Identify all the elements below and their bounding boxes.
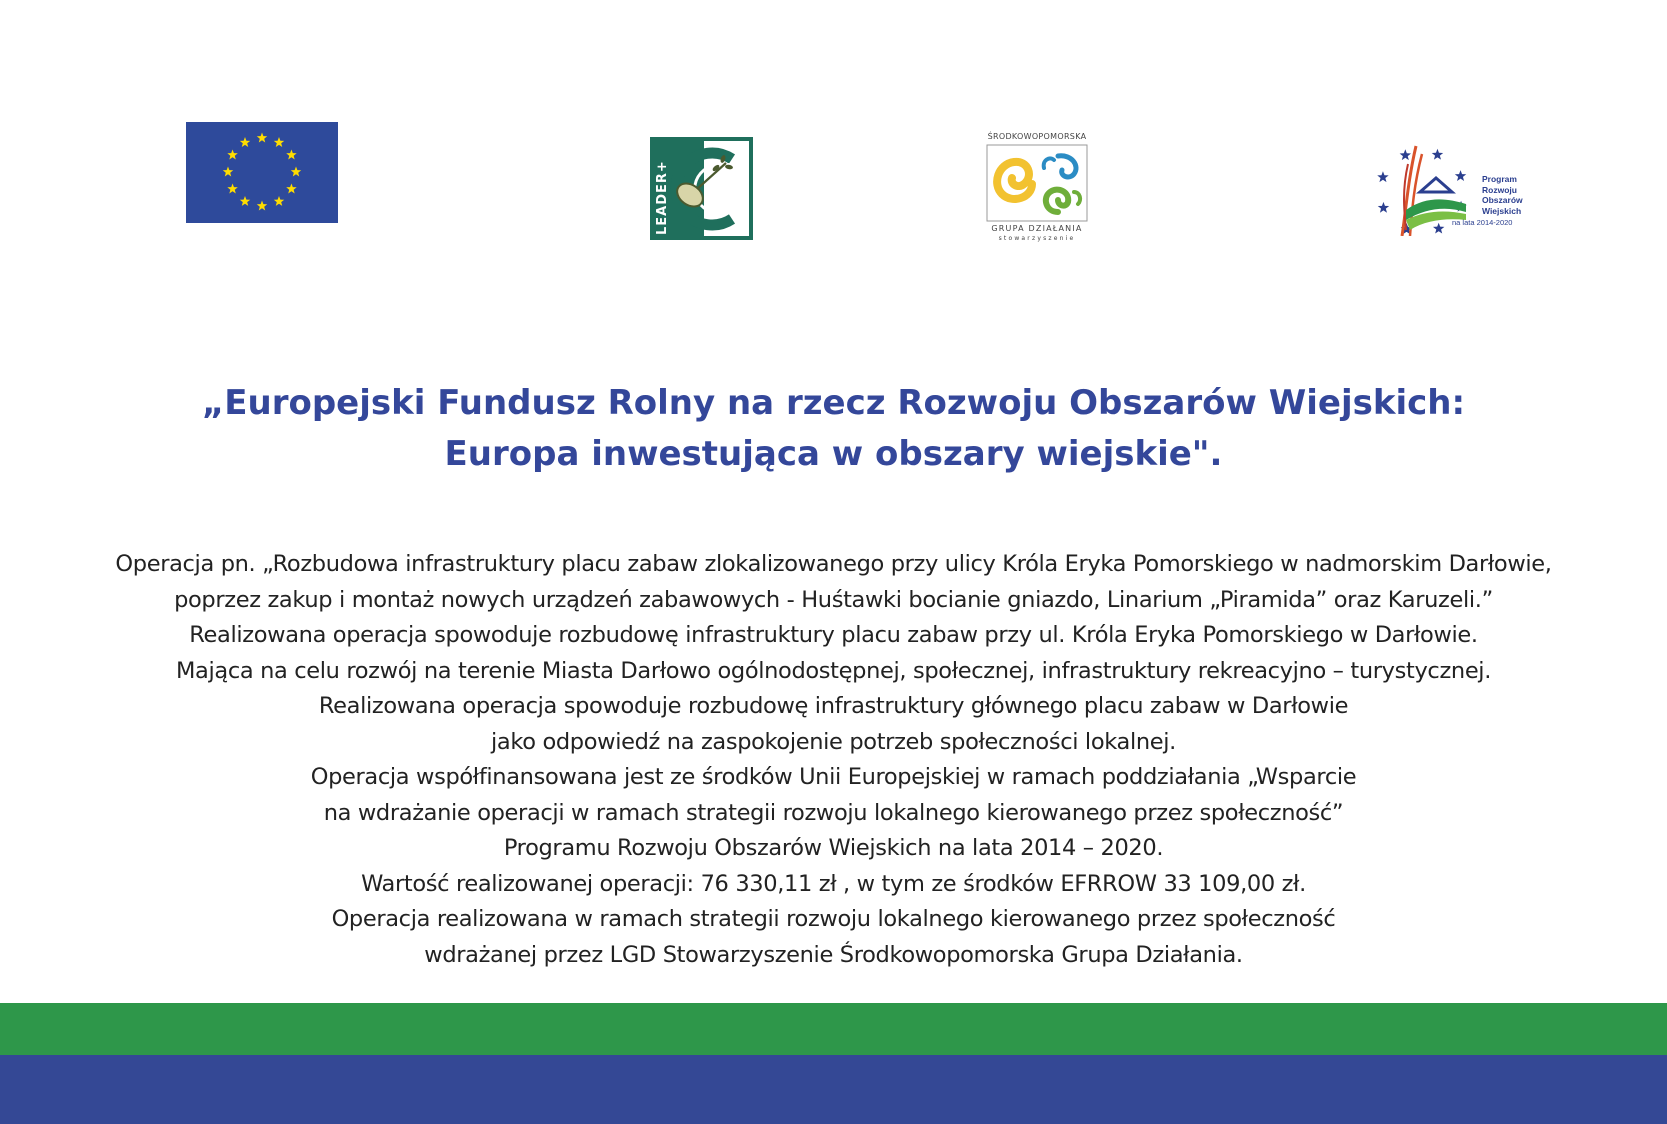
eu-stars-icon xyxy=(186,122,338,223)
sgd-logo-sub-text: stowarzyszenie xyxy=(998,235,1076,242)
eu-star-icon xyxy=(286,184,296,194)
leader-logo-text: LEADER+ xyxy=(655,160,670,235)
body-line: Realizowana operacja spowoduje rozbudowę infrastruktury głównego placu zabaw w Darłowie xyxy=(318,693,1349,719)
footer-green-band xyxy=(0,1003,1667,1055)
eu-star-icon xyxy=(227,150,237,160)
body-line: Realizowana operacja spowoduje rozbudowę infrastruktury placu zabaw przy ul. Króla Eryka Pomorskiego w Darłowie. xyxy=(189,622,1478,648)
sgd-logo-bottom-text: GRUPA DZIAŁANIA xyxy=(991,224,1083,233)
prow-star-icon xyxy=(1433,223,1444,234)
sgd-logo-top-text: ŚRODKOWOPOMORSKA xyxy=(987,132,1087,141)
prow-years-text: na lata 2014-2020 xyxy=(1452,218,1513,227)
eu-star-icon xyxy=(291,167,301,177)
leader-logo xyxy=(650,137,753,240)
prow-star-icon xyxy=(1377,171,1388,182)
eu-star-icon xyxy=(257,133,267,143)
prow-star-icon xyxy=(1432,149,1443,160)
body-line: wdrażanej przez LGD Stowarzyszenie Środkowopomorska Grupa Działania. xyxy=(424,941,1243,968)
eu-star-icon xyxy=(274,196,284,206)
eu-star-icon xyxy=(240,196,250,206)
eu-flag-logo xyxy=(186,122,338,223)
eu-star-icon xyxy=(257,201,267,211)
body-line: Operacja współfinansowana jest ze środków Unii Europejskiej w ramach poddziałania „Wsparcie xyxy=(310,764,1357,790)
leader-emblem-icon xyxy=(650,137,753,240)
prow-line-1: Program xyxy=(1482,174,1517,184)
prow-line-2: Rozwoju xyxy=(1482,184,1517,195)
body-line: Operacja pn. „Rozbudowa infrastruktury placu zabaw zlokalizowanego przy ulicy Króla Eryka Pomorskiego w nadmorskim Darłowie, xyxy=(115,551,1552,577)
eu-star-icon xyxy=(286,150,296,160)
spiral-emblem-icon xyxy=(986,144,1088,222)
eu-star-icon xyxy=(227,184,237,194)
operation-description xyxy=(0,547,1667,973)
footer-blue-band xyxy=(0,1055,1667,1124)
prow-logo xyxy=(1366,140,1528,236)
prow-star-icon xyxy=(1455,170,1466,181)
headline xyxy=(0,378,1667,480)
prow-line-4: Wiejskich xyxy=(1482,205,1522,216)
eu-star-icon xyxy=(274,137,284,147)
headline-line-1: „Europejski Fundusz Rolny na rzecz Rozwoju Obszarów Wiejskich: xyxy=(201,383,1466,423)
body-line: jako odpowiedź na zaspokojenie potrzeb społeczności lokalnej. xyxy=(491,728,1176,755)
prow-star-icon xyxy=(1378,202,1389,213)
sgd-logo xyxy=(982,132,1092,244)
body-line: Operacja realizowana w ramach strategii rozwoju lokalnego kierowanego przez społeczność xyxy=(331,906,1336,932)
prow-line-3: Obszarów xyxy=(1482,195,1523,205)
prow-logo-text xyxy=(1482,174,1523,216)
headline-line-2: Europa inwestująca w obszary wiejskie". xyxy=(444,434,1223,474)
body-line: na wdrażanie operacji w ramach strategii rozwoju lokalnego kierowanego przez społeczność” xyxy=(323,799,1344,826)
body-line: Wartość realizowanej operacji: 76 330,11 zł , w tym ze środków EFRROW 33 109,00 zł. xyxy=(361,870,1306,897)
body-line: poprzez zakup i montaż nowych urządzeń zabawowych - Huśtawki bocianie gniazdo, Linarium „Piramida” oraz Karuzeli.” xyxy=(174,586,1493,613)
body-line: Mająca na celu rozwój na terenie Miasta Darłowo ogólnodostępnej, społecznej, infrastruktury rekreacyjno – turystycznej. xyxy=(175,657,1492,684)
body-line: Programu Rozwoju Obszarów Wiejskich na lata 2014 – 2020. xyxy=(503,835,1164,861)
prow-star-icon xyxy=(1400,149,1411,160)
eu-star-icon xyxy=(223,167,233,177)
eu-star-icon xyxy=(240,137,250,147)
